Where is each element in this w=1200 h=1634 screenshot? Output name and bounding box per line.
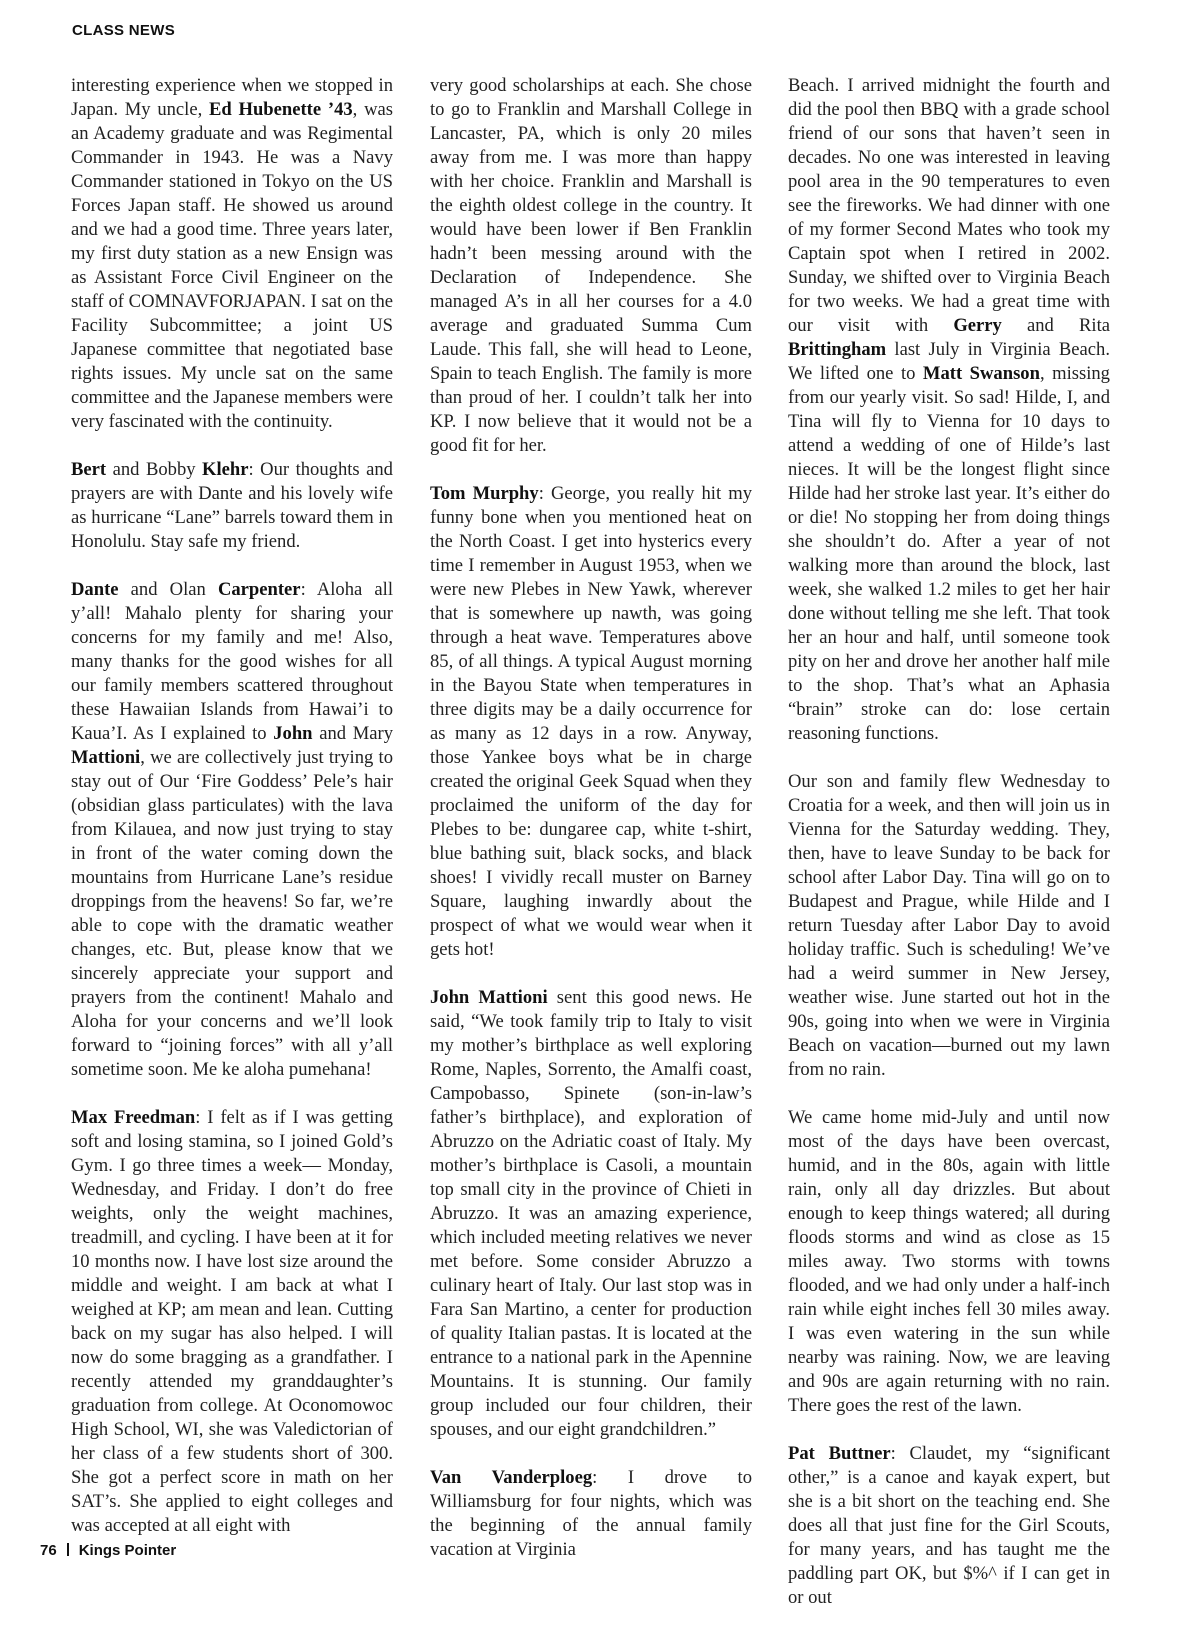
paragraph xyxy=(788,1442,1110,1610)
paragraph xyxy=(71,458,393,554)
text-run: and Bobby xyxy=(106,459,203,480)
paragraph xyxy=(788,770,1110,1082)
text-run: : I felt as if I was getting soft and losing stamina, so I joined Gold’s Gym. I go three times a week— Monday, Wednesday, and Friday. I don’t do free weights, only the weight machines, treadmill, and cycling. I have been at it for 10 months now. I have lost size around the middle and weight. I am back at what I weighed at KP; am mean and lean. Cutting back on my sugar has also helped. I will now do some bragging as a grandfather. I recently attended my granddaughter’s graduation from college. At Oconomowoc High School, WI, she was Valedictorian of her class of a few students short of 300. She got a perfect score in math on her SAT’s. She applied to eight colleges and was accepted at all eight with xyxy=(71,1107,393,1536)
paragraph xyxy=(430,1466,752,1562)
text-run: sent this good news. He said, “We took family trip to Italy to visit my mother’s birthplace as well exploring Rome, Naples, Sorrento, the Amalfi coast, Campobasso, Spinete (son-in-law’s father’s birthplace), and exploration of Abruzzo on the Adriatic coast of Italy. My mother’s birthplace is Casoli, a mountain top small city in the province of Chieti in Abruzzo. It was an amazing experience, which included meeting relatives we never met before. Some consider Abruzzo a culinary heart of Italy. Our last stop was in Fara San Martino, a center for production of quality Italian pastas. It is located at the entrance to a national park in the Apennine Mountains. It is stunning. Our family group included our four children, their spouses, and our eight grandchildren.” xyxy=(430,987,752,1440)
name-highlight: John xyxy=(273,723,313,744)
section-header: CLASS NEWS xyxy=(72,22,176,39)
text-run: We came home mid-July and until now most of the days have been overcast, humid, and in the 80s, again with little rain, only all day drizzles. But about enough to keep things watered; all during floods storms and wind as close as 15 miles away. Two storms with towns flooded, and we had only under a half-inch rain while eight inches fell 30 miles away. I was even watering in the sun while nearby was raining. Now, we are leaving and 90s are again returning with no rain. There goes the rest of the lawn. xyxy=(788,1107,1110,1416)
text-run: : Claudet, my “significant other,” is a canoe and kayak expert, but she is a bit short on the teaching end. She does all that just fine for the Girl Scouts, for many years, and has taught me the paddling part OK, but $%^ if I can get in or out xyxy=(788,1443,1110,1608)
paragraph xyxy=(788,1106,1110,1418)
paragraph xyxy=(71,74,393,434)
name-highlight: Ed Hubenette ’43 xyxy=(209,99,353,120)
text-run: , missing from our yearly visit. So sad! Hilde, I, and Tina will fly to Vienna for 10 days to attend a wedding of one of Hilde’s last nieces. It will be the longest flight since Hilde had her stroke last year. It’s either do or die! No stopping her from doing things she shouldn’t do. After a year of not walking more than around the block, last week, she walked 1.2 miles to get her hair done without telling me she left. That took her an hour and half, until someone took pity on her and drove her another half mile to the shop. That’s what an Aphasia “brain” stroke can do: lose certain reasoning functions. xyxy=(788,363,1110,744)
paragraph xyxy=(430,74,752,458)
paragraph xyxy=(430,986,752,1442)
article-column-2 xyxy=(430,74,752,1586)
text-run: Our son and family flew Wednesday to Croatia for a week, and then will join us in Vienna for the Saturday wedding. They, then, have to leave Sunday to be back for school after Labor Day. Tina will go on to Budapest and Prague, while Hilde and I return Tuesday after Labor Day to avoid holiday traffic. Such is scheduling! We’ve had a weird summer in New Jersey, weather wise. June started out hot in the 90s, going into when we were in Virginia Beach on vacation—burned out my lawn from no rain. xyxy=(788,771,1110,1080)
name-highlight: Mattioni xyxy=(71,747,141,768)
text-run: : Aloha all y’all! Mahalo plenty for sharing your concerns for my family and me! Also, many thanks for the good wishes for all our family members scattered throughout these Hawaiian Islands from Hawai’i to Kaua’I. As I explained to xyxy=(71,579,394,744)
text-run: , we are collectively just trying to stay out of Our ‘Fire Goddess’ Pele’s hair (obsidian glass particulates) with the lava from Kilauea, and now just trying to stay in front of the water coming down the mountains from Hurricane Lane’s residue droppings from the heavens! So far, we’re able to cope with the dramatic weather changes, etc. But, please know that we sincerely appreciate your support and prayers from the continent! Mahalo and Aloha for your concerns and we’ll look forward to “joining forces” with all y’all sometime soon. Me ke aloha pumehana! xyxy=(71,747,393,1080)
text-run: and Rita xyxy=(1001,315,1110,336)
name-highlight: Gerry xyxy=(953,315,1002,336)
text-run: Beach. I arrived midnight the fourth and did the pool then BBQ with a grade school friend of our sons that haven’t seen in decades. No one was interested in leaving pool area in the 90 temperatures to even see the fireworks. We had dinner with one of my former Second Mates who took my Captain spot when I retired in 2002. Sunday, we shifted over to Virginia Beach for two weeks. We had a great time with our visit with xyxy=(788,75,1110,336)
text-run: and Olan xyxy=(118,579,218,600)
name-highlight: Tom Murphy xyxy=(430,483,539,504)
text-run: : Our thoughts and prayers are with Dante and his lovely wife as hurricane “Lane” barrels toward them in Honolulu. Stay safe my friend. xyxy=(71,459,393,552)
paragraph xyxy=(788,74,1110,746)
paragraph xyxy=(430,482,752,962)
page-number: 76 xyxy=(40,1542,57,1559)
name-highlight: Brittingham xyxy=(788,339,887,360)
text-run: very good scholarships at each. She chose to go to Franklin and Marshall College in Lancaster, PA, which is only 20 miles away from me. I was more than happy with her choice. Franklin and Marshall is the eighth oldest college in the country. It would have been lower if Ben Franklin hadn’t been messing around with the Declaration of Independence. She managed A’s in all her courses for a 4.0 average and graduated Summa Cum Laude. This fall, she will head to Leone, Spain to teach English. The family is more than proud of her. I couldn’t talk her into KP. I now believe that it would not be a good fit for her. xyxy=(430,75,752,456)
text-run: and Mary xyxy=(312,723,393,744)
text-run: interesting experience when we stopped in Japan. My uncle, xyxy=(71,75,393,120)
paragraph xyxy=(71,1106,393,1538)
text-run: last July in Virginia Beach. We lifted one to xyxy=(788,339,1110,384)
page-footer xyxy=(40,1542,176,1559)
name-highlight: Van Vanderploeg xyxy=(430,1467,593,1488)
article-column-3 xyxy=(788,74,1110,1634)
text-run: : I drove to Williamsburg for four nights, which was the beginning of the annual family vacation at Virginia xyxy=(430,1467,752,1560)
name-highlight: Carpenter xyxy=(217,579,301,600)
name-highlight: Pat Buttner xyxy=(788,1443,891,1464)
name-highlight: Max Freedman xyxy=(71,1107,196,1128)
name-highlight: Klehr xyxy=(202,459,249,480)
name-highlight: Bert xyxy=(71,459,107,480)
article-column-1 xyxy=(71,74,393,1562)
text-run: : George, you really hit my funny bone when you mentioned heat on the North Coast. I get into hysterics every time I remember in August 1953, when we were new Plebes in New Yawk, wherever that is somewhere up nawth, was going through a heat wave. Temperatures above 85, of all things. A typical August morning in the Bayou State when temperatures in three digits may be a daily occurrence for as many as 12 days in a row. Anyway, those Yankee boys what be in charge created the original Geek Squad when they proclaimed the uniform of the day for Plebes to be: dungaree cap, white t-shirt, blue bathing suit, black socks, and black shoes! I vividly recall muster on Barney Square, laughing inwardly about the prospect of what we would wear when it gets hot! xyxy=(430,483,752,960)
publication-name: Kings Pointer xyxy=(78,1542,177,1559)
text-run: , was an Academy graduate and was Regimental Commander in 1943. He was a Navy Commander stationed in Tokyo on the US Forces Japan staff. He showed us around and we had a good time. Three years later, my first duty station as a new Ensign was as Assistant Force Civil Engineer on the staff of COMNAVFORJAPAN. I sat on the Facility Subcommittee; a joint US Japanese committee that negotiated base rights issues. My uncle sat on the same committee and the Japanese members were very fascinated with the continuity. xyxy=(71,99,393,432)
name-highlight: John Mattioni xyxy=(430,987,548,1008)
paragraph xyxy=(71,578,393,1082)
name-highlight: Dante xyxy=(71,579,119,600)
footer-divider xyxy=(67,1543,69,1556)
name-highlight: Matt Swanson xyxy=(922,363,1040,384)
